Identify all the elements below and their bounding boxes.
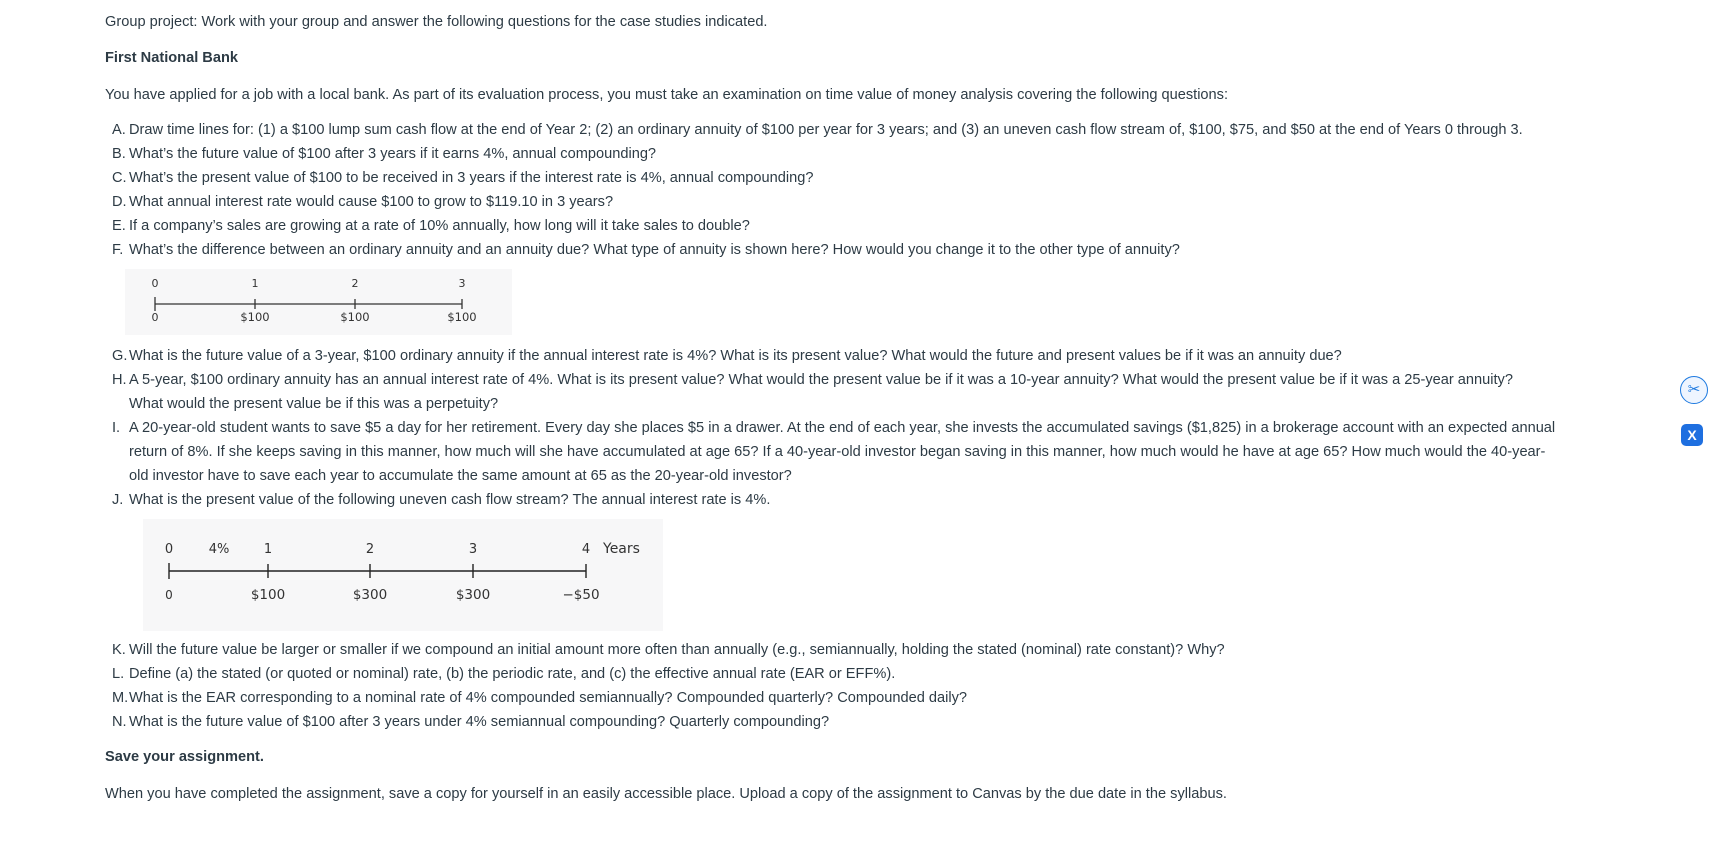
cash-flow-label: $100 bbox=[240, 310, 270, 324]
period-label: 3 bbox=[458, 277, 466, 290]
question-list-3 bbox=[105, 638, 1665, 734]
intro-text: Group project: Work with your group and answer the following questions for the case studies indicated. bbox=[105, 14, 768, 30]
cash-flow-label: −$50 bbox=[562, 587, 600, 603]
question-item: L. Define (a) the stated (or quoted or nominal) rate, (b) the periodic rate, and (c) the effective annual rate (EAR or EFF%). bbox=[112, 666, 896, 682]
cash-flow-label: $300 bbox=[352, 587, 388, 603]
cash-flow-label: $100 bbox=[447, 310, 477, 324]
question-item: I. A 20-year-old student wants to save $5 a day for her retirement. Every day she places $5 in a drawer. At the end of each year, she invests the accumulated savings ($1,825) in a brokerage account with an expected annual return of 8%. If she keeps saving in this manner, how much will she have accumulated at age 65? If a 40-year-old investor began saving in this manner, how much would he have at age 65? How much would the 40-year- old investor have to save each year to accumulate the same amount at 65 as the 20-year-old investor? bbox=[112, 420, 1556, 484]
annuity-timeline-image bbox=[125, 269, 512, 335]
question-item: J. What is the present value of the following uneven cash flow stream? The annual interest rate is 4%. bbox=[112, 492, 771, 508]
period-label: 0 bbox=[164, 542, 174, 557]
question-item: A. Draw time lines for: (1) a $100 lump sum cash flow at the end of Year 2; (2) an ordinary annuity of $100 per year for 3 years; and (3) an uneven cash flow stream of, $100, $75, and $50 at the end of Years 0 through 3. bbox=[112, 122, 1523, 138]
cash-flow-label: 0 bbox=[165, 588, 173, 602]
rate-label: 4% bbox=[208, 542, 230, 557]
question-list-1 bbox=[105, 118, 1665, 262]
period-label: 2 bbox=[351, 277, 359, 290]
save-heading: Save your assignment. bbox=[105, 749, 264, 765]
question-item: D. What annual interest rate would cause $100 to grow to $119.10 in 3 years? bbox=[112, 194, 614, 210]
uneven-cash-flow-timeline-image bbox=[143, 519, 663, 631]
period-label: 4 bbox=[581, 542, 591, 557]
period-label: 1 bbox=[263, 542, 273, 557]
period-label: 1 bbox=[251, 277, 259, 290]
question-item: N. What is the future value of $100 after 3 years under 4% semiannual compounding? Quarterly compounding? bbox=[112, 714, 830, 730]
question-item: C. What’s the present value of $100 to be received in 3 years if the interest rate is 4%, annual compounding? bbox=[112, 170, 814, 186]
extension-x-icon[interactable]: X bbox=[1681, 424, 1703, 446]
question-item: B. What’s the future value of $100 after 3 years if it earns 4%, annual compounding? bbox=[112, 146, 657, 162]
period-label: 0 bbox=[151, 277, 159, 290]
question-item: G. What is the future value of a 3-year, $100 ordinary annuity if the annual interest rate is 4%? What is its present value? What would the future and present values be if it was an annuity due? bbox=[112, 348, 1342, 364]
cash-flow-label: $300 bbox=[455, 587, 491, 603]
question-item: H. A 5-year, $100 ordinary annuity has an annual interest rate of 4%. What is its present value? What would the present value be if it was a 10-year annuity? What would the present value be if it was a 25-year annuity? What would the present value be if this was a perpetuity? bbox=[112, 372, 1513, 412]
question-item: F. What’s the difference between an ordinary annuity and an annuity due? What type of annuity is shown here? How would you change it to the other type of annuity? bbox=[112, 242, 1180, 258]
question-item: M. What is the EAR corresponding to a nominal rate of 4% compounded semiannually? Compounded quarterly? Compounded daily? bbox=[112, 690, 968, 706]
question-item: E. If a company’s sales are growing at a rate of 10% annually, how long will it take sales to double? bbox=[112, 218, 750, 234]
case-title: First National Bank bbox=[105, 50, 238, 66]
cash-flow-label: $100 bbox=[250, 587, 286, 603]
lead-text: You have applied for a job with a local bank. As part of its evaluation process, you must take an examination on time value of money analysis covering the following questions: bbox=[105, 87, 1229, 103]
period-label: 3 bbox=[468, 542, 478, 557]
units-label: Years bbox=[603, 541, 640, 557]
extension-clip-icon[interactable]: ✂ bbox=[1680, 376, 1708, 404]
period-label: 2 bbox=[365, 542, 375, 557]
cash-flow-label: 0 bbox=[151, 311, 159, 324]
save-instructions: When you have completed the assignment, save a copy for yourself in an easily accessible place. Upload a copy of the assignment to Canvas by the due date in the syllabus. bbox=[105, 786, 1227, 802]
question-list-2 bbox=[105, 344, 1665, 512]
question-item: K. Will the future value be larger or smaller if we compound an initial amount more often than annually (e.g., semiannually, holding the stated (nominal) rate constant)? Why? bbox=[112, 642, 1225, 658]
cash-flow-label: $100 bbox=[340, 310, 370, 324]
